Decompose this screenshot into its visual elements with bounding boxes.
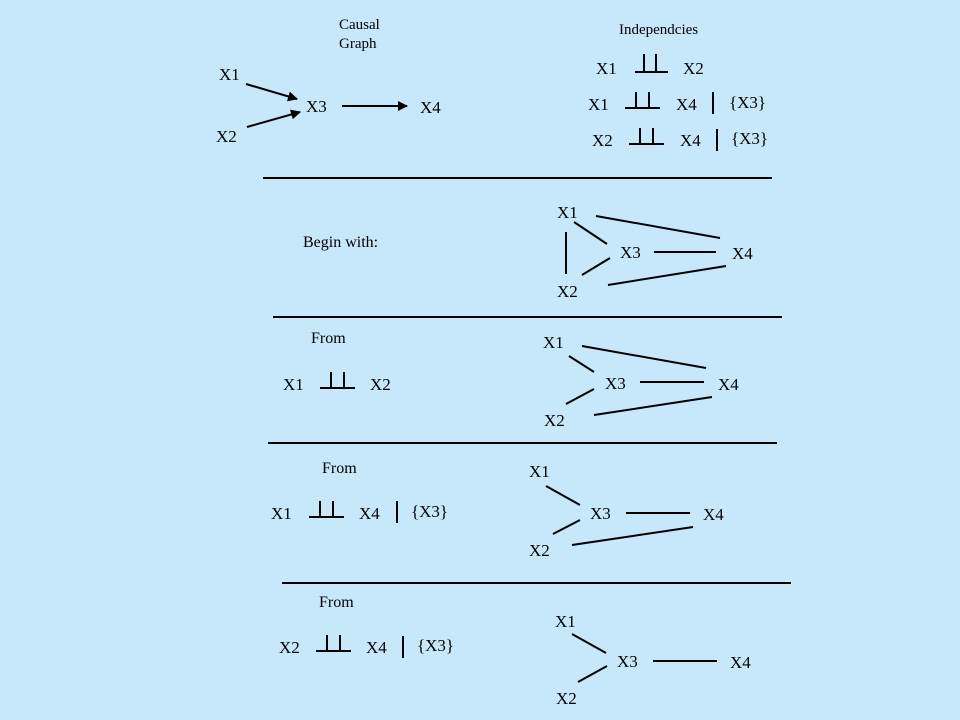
indep-row-1	[596, 54, 704, 78]
edge-x1-x3	[569, 356, 594, 372]
causal-graph	[216, 17, 441, 146]
indep-row-2-given: {X3}	[729, 93, 767, 112]
node-x1: X1	[543, 333, 564, 352]
indep-row-2-right: X4	[676, 95, 697, 114]
step-from-1-label: From	[311, 330, 346, 347]
independence-symbol	[320, 372, 355, 388]
node-x1: X1	[557, 203, 578, 222]
edge-x2-x4	[594, 397, 712, 415]
edge-x1-x3	[572, 634, 606, 653]
node-x1: X1	[219, 65, 240, 84]
edge-x2-x3	[566, 389, 594, 404]
indep-left: X2	[279, 638, 300, 657]
step-from-1	[283, 330, 739, 430]
edge-x1-x4	[582, 346, 706, 368]
independence-symbol	[625, 92, 660, 108]
step-from-3	[279, 594, 751, 708]
independence-symbol	[309, 501, 344, 517]
indep-row-3	[592, 128, 768, 151]
node-x4: X4	[732, 244, 753, 263]
node-x2: X2	[544, 411, 565, 430]
causal-graph-title-line1: Causal	[339, 17, 380, 33]
edge-x1-x3	[546, 486, 580, 505]
node-x2: X2	[557, 282, 578, 301]
node-x2: X2	[216, 127, 237, 146]
indep-row-2	[588, 92, 766, 114]
node-x3: X3	[590, 504, 611, 523]
edge-x2-x4	[572, 527, 693, 545]
node-x2: X2	[556, 689, 577, 708]
edge-x2-x3	[578, 666, 607, 682]
independencies	[588, 22, 768, 151]
node-x4: X4	[718, 375, 739, 394]
edge-x2-x3	[582, 258, 610, 275]
node-x2: X2	[529, 541, 550, 560]
indep-right: X4	[359, 504, 380, 523]
step-begin-label: Begin with:	[303, 234, 379, 251]
node-x3: X3	[605, 374, 626, 393]
node-x4: X4	[730, 653, 751, 672]
node-x4: X4	[703, 505, 724, 524]
node-x3: X3	[617, 652, 638, 671]
node-x3: X3	[306, 97, 327, 116]
indep-row-3-right: X4	[680, 131, 701, 150]
indep-row-1-right: X2	[683, 59, 704, 78]
indep-left: X1	[271, 504, 292, 523]
indep-given: {X3}	[411, 502, 449, 521]
step-from-2-label: From	[322, 460, 357, 477]
causal-graph-title-line2: Graph	[339, 36, 377, 52]
independencies-title: Independcies	[619, 22, 699, 38]
node-x3: X3	[620, 243, 641, 262]
indep-given: {X3}	[417, 636, 455, 655]
edge-x2-x4	[608, 266, 726, 285]
indep-right: X2	[370, 375, 391, 394]
indep-row-3-given: {X3}	[731, 129, 769, 148]
step-from-3-label: From	[319, 594, 354, 611]
edge-x1-x4	[596, 216, 720, 238]
edge-x1-x3	[574, 222, 607, 244]
indep-row-2-left: X1	[588, 95, 609, 114]
indep-right: X4	[366, 638, 387, 657]
independence-symbol	[629, 128, 664, 144]
step-begin	[303, 203, 753, 301]
node-x4: X4	[420, 98, 441, 117]
arrow-x1-x3	[246, 84, 297, 99]
arrow-x2-x3	[247, 112, 300, 127]
edge-x2-x3	[553, 520, 580, 534]
indep-row-1-left: X1	[596, 59, 617, 78]
independence-symbol	[635, 54, 668, 72]
indep-left: X1	[283, 375, 304, 394]
node-x1: X1	[555, 612, 576, 631]
independence-symbol	[316, 635, 351, 651]
indep-row-3-left: X2	[592, 131, 613, 150]
step-from-2	[271, 460, 724, 560]
node-x1: X1	[529, 462, 550, 481]
